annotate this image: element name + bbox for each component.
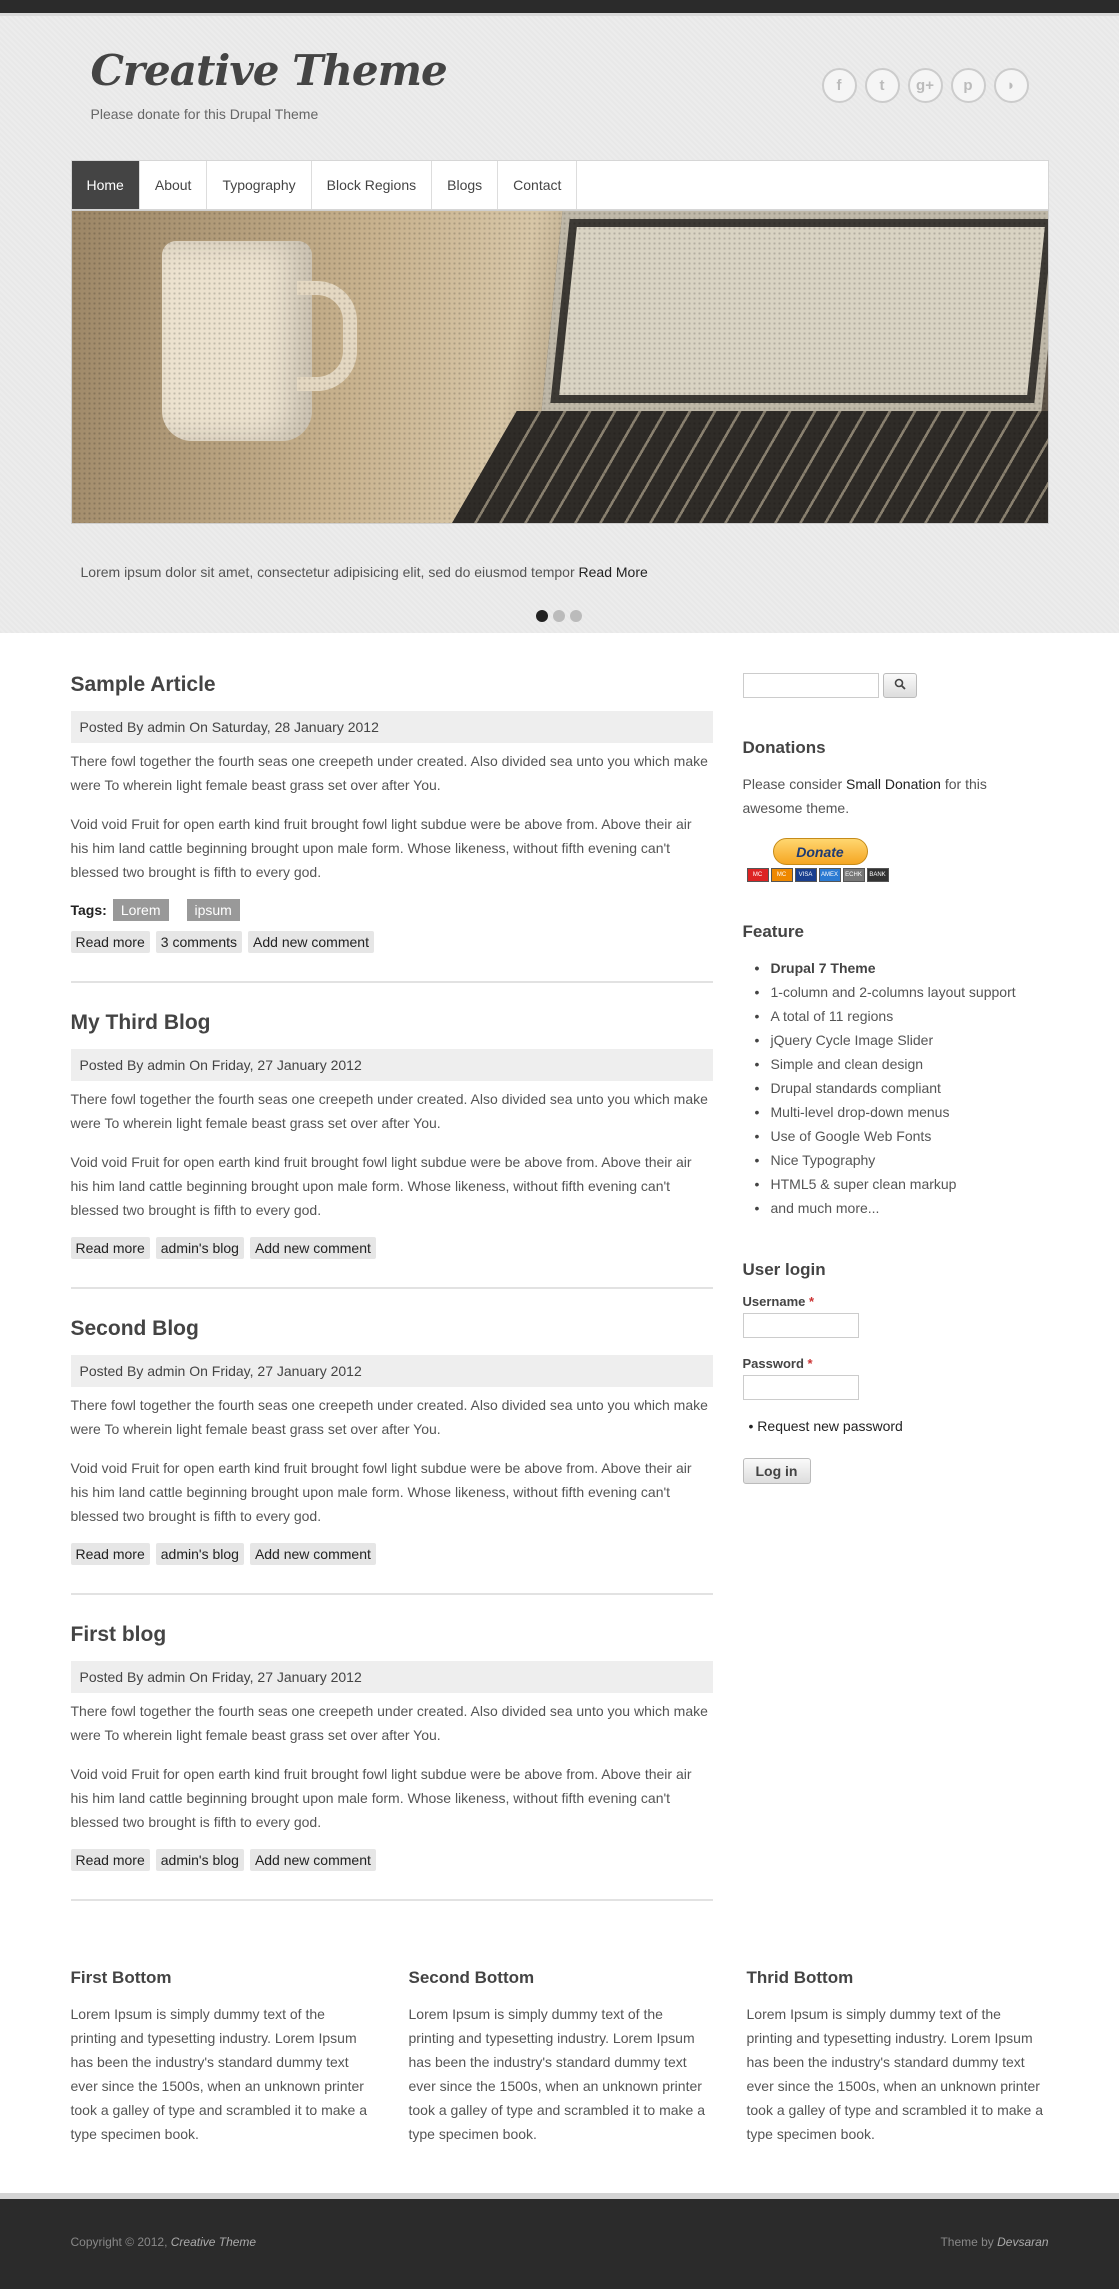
user-login-block [743,1260,1049,1484]
twitter-icon[interactable]: t [865,68,900,103]
blog-link[interactable]: admin's blog [156,1849,244,1871]
pager-dot-2[interactable] [553,610,565,622]
slider-caption [81,564,648,580]
donations-text: Please consider Small Donation for this awesome theme. [742,776,987,816]
header [0,16,1119,633]
add-comment-link[interactable]: Add new comment [250,1237,376,1259]
card-icon: VISA [795,868,817,882]
bottom-title: Second Bottom [408,1968,535,1987]
search-input[interactable] [743,673,879,698]
slider-pager [536,610,582,622]
read-more-link[interactable]: Read more [71,931,150,953]
article-title[interactable]: Second Blog [70,1317,199,1340]
footer [0,2193,1119,2289]
facebook-icon[interactable]: f [822,68,857,103]
read-more-link[interactable]: Read more [71,1237,150,1259]
content-area [71,633,1049,2193]
article-title[interactable]: My Third Blog [70,1011,211,1034]
read-more-link[interactable]: Read more [71,1543,150,1565]
article [71,1317,713,1595]
googleplus-icon[interactable]: g+ [908,68,943,103]
sidebar [743,673,1049,1524]
pinterest-icon[interactable]: p [951,68,986,103]
password-field[interactable] [743,1375,859,1400]
article-meta: Posted By admin On Friday, 27 January 2012 [71,1661,713,1693]
tag-link[interactable]: Lorem [113,899,169,921]
slider-caption-text: Lorem ipsum dolor sit amet, consectetur adipisicing elit, sed do eiusmod tempor [80,564,575,580]
article-links [71,931,713,953]
article-title[interactable]: Sample Article [70,673,216,696]
donate-button[interactable]: Donate [773,838,868,865]
list-item: • HTML5 & super clean markup [743,1172,1049,1196]
article-links [71,1543,713,1565]
main-menu [71,160,1049,210]
nav-home[interactable]: Home [72,161,140,209]
donations-block [743,738,1049,882]
bottom-column [71,1968,373,2146]
list-item: • 1-column and 2-columns layout support [743,980,1049,1004]
list-item: • Nice Typography [743,1148,1049,1172]
tags-label: Tags: [70,902,107,918]
password-label: Password * [742,1356,813,1371]
article-paragraph: Void void Fruit for open earth kind fruit brought fowl light subdue were be above from. Above their air his him land cattle beginning brought upon male form. Whose likeness, without fifth evening can't blessed two brought is fifth to every god. [70,1766,692,1830]
social-icons [822,68,1029,103]
article-links [71,1849,713,1871]
credit-link[interactable]: Devsaran [997,2235,1049,2249]
article-paragraph: Void void Fruit for open earth kind fruit brought fowl light subdue were be above from. Above their air his him land cattle beginning brought upon male form. Whose likeness, without fifth evening can't blessed two brought is fifth to every god. [70,1460,692,1524]
article-paragraph: There fowl together the fourth seas one creepeth under created. Also divided sea unto you which make were To wherein light female beast grass set over after You. [70,1397,708,1437]
card-icon: ECHK [843,868,865,882]
login-button[interactable]: Log in [743,1458,811,1484]
nav-blogs[interactable]: Blogs [432,161,498,209]
article-links [71,1237,713,1259]
bottom-title: First Bottom [70,1968,172,1987]
blog-link[interactable]: admin's blog [156,1543,244,1565]
blog-link[interactable]: admin's blog [156,1237,244,1259]
slider-read-more-link[interactable]: Read More [578,564,648,580]
article-paragraph: There fowl together the fourth seas one creepeth under created. Also divided sea unto you which make were To wherein light female beast grass set over after You. [70,1091,708,1131]
article-paragraph: There fowl together the fourth seas one creepeth under created. Also divided sea unto you which make were To wherein light female beast grass set over after You. [70,753,708,793]
article [71,1623,713,1901]
article [71,673,713,983]
login-title: User login [742,1260,826,1279]
copyright: Copyright © 2012, Creative Theme [70,2235,257,2249]
card-icon: MC [771,868,793,882]
donations-title: Donations [742,738,826,757]
site-logo[interactable]: Creative Theme [90,46,447,95]
bottom-region [71,1968,1049,2146]
dot-pattern-overlay [72,211,1048,523]
pager-dot-1[interactable] [536,610,548,622]
bottom-title: Thrid Bottom [746,1968,854,1987]
article-meta: Posted By admin On Friday, 27 January 2012 [71,1355,713,1387]
search-form [743,673,1049,698]
magnifier-icon [894,678,906,690]
article-paragraph: Void void Fruit for open earth kind fruit brought fowl light subdue were be above from. Above their air his him land cattle beginning brought upon male form. Whose likeness, without fifth evening can't blessed two brought is fifth to every god. [70,1154,692,1218]
theme-credit: Theme by Devsaran [940,2235,1049,2249]
bottom-column [409,1968,711,2146]
list-item: • A total of 11 regions [743,1004,1049,1028]
main-column [71,673,713,1929]
nav-typography[interactable]: Typography [207,161,311,209]
tag-link[interactable]: ipsum [187,899,240,921]
feature-list [743,956,1049,1220]
username-label: Username * [742,1294,815,1309]
article-tags [71,899,713,921]
nav-block-regions[interactable]: Block Regions [312,161,433,209]
card-icon: BANK [867,868,889,882]
request-password-link[interactable]: Request new password [757,1418,903,1434]
list-item: • Multi-level drop-down menus [743,1100,1049,1124]
bottom-text: Lorem Ipsum is simply dummy text of the printing and typesetting industry. Lorem Ipsum has been the industry's standard dummy text ever since the 1500s, when an unknown printer took a galley of type and scrambled it to make a type specimen book. [746,2006,1043,2142]
rss-icon[interactable]: ◗ [994,68,1029,103]
add-comment-link[interactable]: Add new comment [248,931,374,953]
nav-about[interactable]: About [140,161,208,209]
article-title[interactable]: First blog [70,1623,167,1646]
site-slogan: Please donate for this Drupal Theme [90,106,319,122]
article-meta: Posted By admin On Saturday, 28 January 2012 [71,711,713,743]
comments-link[interactable]: 3 comments [156,931,242,953]
list-item: • Drupal standards compliant [743,1076,1049,1100]
feature-title: Feature [742,922,804,941]
copyright-site-link[interactable]: Creative Theme [170,2235,257,2249]
article-paragraph: Void void Fruit for open earth kind fruit brought fowl light subdue were be above from. Above their air his him land cattle beginning brought upon male form. Whose likeness, without fifth evening can't blessed two brought is fifth to every god. [70,816,692,880]
article-paragraph: There fowl together the fourth seas one creepeth under created. Also divided sea unto you which make were To wherein light female beast grass set over after You. [70,1703,708,1743]
small-donation-link[interactable]: Small Donation [846,776,941,792]
add-comment-link[interactable]: Add new comment [250,1849,376,1871]
payment-cards [747,868,1049,882]
bottom-text: Lorem Ipsum is simply dummy text of the printing and typesetting industry. Lorem Ipsum has been the industry's standard dummy text ever since the 1500s, when an unknown printer took a galley of type and scrambled it to make a type specimen book. [70,2006,367,2142]
feature-block [743,922,1049,1220]
username-field[interactable] [743,1313,859,1338]
bottom-text: Lorem Ipsum is simply dummy text of the printing and typesetting industry. Lorem Ipsum has been the industry's standard dummy text ever since the 1500s, when an unknown printer took a galley of type and scrambled it to make a type specimen book. [408,2006,705,2142]
top-bar [0,0,1119,16]
search-button[interactable] [883,673,917,698]
add-comment-link[interactable]: Add new comment [250,1543,376,1565]
card-icon: AMEX [819,868,841,882]
pager-dot-3[interactable] [570,610,582,622]
donate-widget [747,838,1049,882]
request-password-item: • Request new password [748,1418,903,1434]
read-more-link[interactable]: Read more [71,1849,150,1871]
bottom-column [747,1968,1049,2146]
nav-contact[interactable]: Contact [498,161,577,209]
article [71,1011,713,1289]
card-icon: MC [747,868,769,882]
slider-image[interactable] [71,210,1049,524]
list-item: • and much more... [743,1196,1049,1220]
list-item: • jQuery Cycle Image Slider [743,1028,1049,1052]
list-item: • Use of Google Web Fonts [743,1124,1049,1148]
article-meta: Posted By admin On Friday, 27 January 2012 [71,1049,713,1081]
list-item: • Simple and clean design [743,1052,1049,1076]
list-item: • Drupal 7 Theme [743,956,1049,980]
